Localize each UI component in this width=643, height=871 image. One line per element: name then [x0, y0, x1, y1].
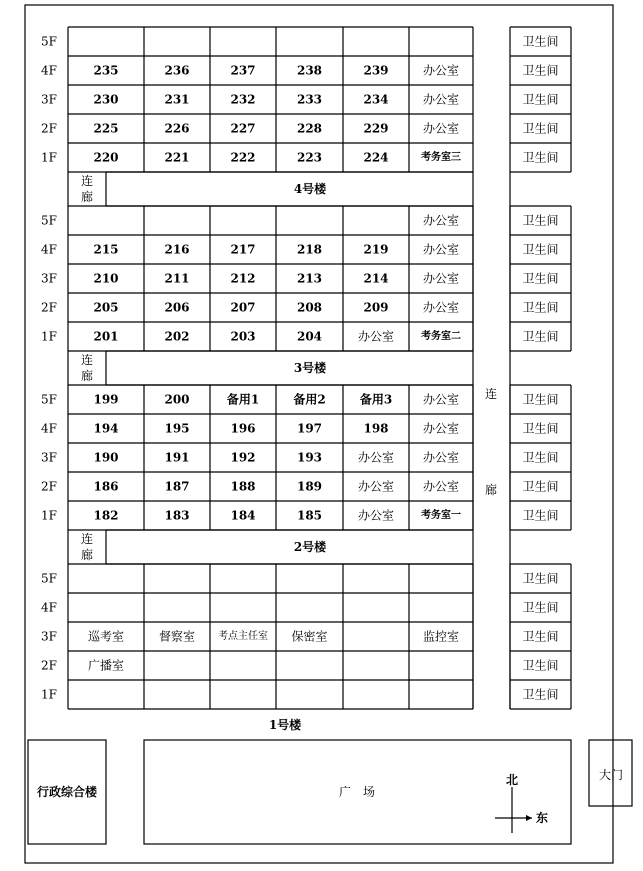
- floor-label: 1F: [41, 687, 57, 702]
- room-label: 备用2: [293, 392, 326, 407]
- classroom-number: 201: [93, 329, 119, 344]
- floor-label: 1F: [41, 508, 57, 523]
- floor-label: 1F: [41, 329, 57, 344]
- room-label: 办公室: [422, 479, 460, 494]
- floor-label: 3F: [41, 271, 57, 286]
- washroom-label: 卫生间: [522, 300, 559, 315]
- compass-east-arrowhead: [526, 815, 532, 821]
- room-label: 办公室: [422, 421, 460, 436]
- classroom-number: 183: [164, 508, 190, 523]
- classroom-number: 195: [164, 421, 190, 436]
- room-label: 考点主任室: [218, 631, 268, 642]
- washroom-label: 卫生间: [522, 508, 559, 523]
- washroom-label: 卫生间: [522, 150, 559, 165]
- classroom-number: 226: [164, 121, 190, 136]
- washroom-label: 卫生间: [522, 687, 559, 702]
- floor-label: 2F: [41, 300, 57, 315]
- room-label: 办公室: [357, 479, 395, 494]
- classroom-number: 227: [230, 121, 256, 136]
- classroom-number: 190: [93, 450, 119, 465]
- room-label: 巡考室: [87, 629, 125, 644]
- room-label: 考务室三: [421, 152, 461, 163]
- classroom-number: 189: [296, 479, 323, 494]
- room-label: 考务室二: [421, 331, 461, 342]
- room-label: 备用3: [359, 392, 393, 407]
- classroom-number: 193: [296, 450, 323, 465]
- room-label: 办公室: [422, 450, 460, 465]
- washroom-label: 卫生间: [522, 600, 559, 615]
- classroom-number: 187: [164, 479, 190, 494]
- classroom-number: 194: [93, 421, 119, 436]
- room-label: 办公室: [357, 508, 395, 523]
- classroom-number: 186: [93, 479, 119, 494]
- classroom-number: 215: [93, 242, 119, 257]
- washroom-label: 卫生间: [522, 213, 559, 228]
- room-label: 督察室: [158, 629, 196, 644]
- floor-label: 1F: [41, 150, 57, 165]
- washroom-label: 卫生间: [522, 571, 559, 586]
- classroom-number: 233: [296, 92, 323, 107]
- floor-label: 3F: [41, 92, 57, 107]
- room-label: 考务室一: [421, 510, 461, 521]
- corridor-label: 连: [80, 353, 94, 367]
- classroom-number: 229: [363, 121, 389, 136]
- washroom-label: 卫生间: [522, 629, 559, 644]
- classroom-number: 235: [93, 63, 119, 78]
- classroom-number: 239: [363, 63, 389, 78]
- building-name: 1号楼: [268, 718, 302, 732]
- classroom-number: 220: [93, 150, 119, 165]
- room-label: 办公室: [422, 392, 460, 407]
- building-name: 4号楼: [293, 182, 327, 196]
- room-label: 广播室: [87, 658, 125, 673]
- washroom-label: 卫生间: [522, 658, 559, 673]
- corridor-label: 廊: [80, 190, 94, 204]
- classroom-number: 196: [230, 421, 256, 436]
- floor-label: 4F: [41, 600, 57, 615]
- floor-label: 2F: [41, 479, 57, 494]
- classroom-number: 200: [164, 392, 190, 407]
- plan-labels: [37, 34, 623, 826]
- building-name: 3号楼: [293, 361, 327, 375]
- floor-label: 3F: [41, 450, 57, 465]
- classroom-number: 231: [164, 92, 190, 107]
- corridor-label: 连: [80, 174, 94, 188]
- classroom-number: 205: [93, 300, 119, 315]
- corridor-label: 廊: [80, 548, 94, 562]
- classroom-number: 237: [230, 63, 256, 78]
- classroom-number: 185: [296, 508, 323, 523]
- classroom-number: 217: [230, 242, 256, 257]
- classroom-number: 203: [230, 329, 256, 344]
- classroom-number: 214: [363, 271, 389, 286]
- plaza-label: 广 场: [338, 785, 376, 799]
- classroom-number: 211: [164, 271, 190, 286]
- room-label: 办公室: [357, 450, 395, 465]
- room-label: 办公室: [422, 121, 460, 136]
- classroom-number: 188: [230, 479, 256, 494]
- room-label: 办公室: [422, 213, 460, 228]
- corridor-label: 连: [80, 532, 94, 546]
- floor-label: 5F: [41, 571, 57, 586]
- classroom-number: 184: [230, 508, 256, 523]
- classroom-number: 198: [363, 421, 389, 436]
- classroom-number: 204: [296, 329, 323, 344]
- room-label: 备用1: [226, 392, 260, 407]
- washroom-label: 卫生间: [522, 92, 559, 107]
- classroom-number: 199: [93, 392, 119, 407]
- classroom-number: 209: [363, 300, 389, 315]
- floor-label: 5F: [41, 392, 57, 407]
- classroom-number: 238: [296, 63, 323, 78]
- classroom-number: 223: [296, 150, 323, 165]
- room-label: 办公室: [422, 300, 460, 315]
- washroom-label: 卫生间: [522, 421, 559, 436]
- gate-label: 大门: [598, 768, 624, 782]
- classroom-number: 228: [296, 121, 323, 136]
- classroom-number: 210: [93, 271, 119, 286]
- classroom-number: 212: [230, 271, 256, 286]
- classroom-number: 208: [296, 300, 323, 315]
- washroom-label: 卫生间: [522, 392, 559, 407]
- classroom-number: 207: [230, 300, 256, 315]
- classroom-number: 182: [93, 508, 119, 523]
- compass-east-label: 东: [535, 811, 549, 825]
- washroom-label: 卫生间: [522, 242, 559, 257]
- washroom-label: 卫生间: [522, 271, 559, 286]
- washroom-label: 卫生间: [522, 63, 559, 78]
- washroom-label: 卫生间: [522, 121, 559, 136]
- classroom-number: 221: [164, 150, 190, 165]
- building-name: 2号楼: [293, 540, 327, 554]
- room-label: 办公室: [422, 63, 460, 78]
- classroom-number: 216: [164, 242, 190, 257]
- classroom-number: 202: [164, 329, 190, 344]
- classroom-number: 230: [93, 92, 119, 107]
- classroom-number: 197: [296, 421, 323, 436]
- washroom-label: 卫生间: [522, 450, 559, 465]
- classroom-number: 236: [164, 63, 190, 78]
- classroom-number: 225: [93, 121, 119, 136]
- floor-label: 5F: [41, 213, 57, 228]
- long-corridor-label: 连: [484, 387, 498, 401]
- classroom-number: 234: [363, 92, 389, 107]
- classroom-number: 224: [363, 150, 389, 165]
- long-corridor-label: 廊: [484, 483, 498, 497]
- compass-north-label: 北: [505, 773, 519, 787]
- room-label: 办公室: [422, 92, 460, 107]
- room-label: 办公室: [422, 242, 460, 257]
- classroom-number: 206: [164, 300, 190, 315]
- classroom-number: 222: [230, 150, 256, 165]
- classroom-number: 213: [296, 271, 323, 286]
- classroom-number: 191: [164, 450, 190, 465]
- classroom-number: 219: [363, 242, 389, 257]
- floor-label: 4F: [41, 421, 57, 436]
- washroom-label: 卫生间: [522, 34, 559, 49]
- classroom-number: 232: [230, 92, 256, 107]
- room-label: 办公室: [422, 271, 460, 286]
- floor-label: 4F: [41, 242, 57, 257]
- room-label: 保密室: [291, 629, 328, 644]
- floor-label: 2F: [41, 658, 57, 673]
- classroom-number: 192: [230, 450, 256, 465]
- floor-label: 5F: [41, 34, 57, 49]
- floor-label: 4F: [41, 63, 57, 78]
- washroom-label: 卫生间: [522, 329, 559, 344]
- washroom-label: 卫生间: [522, 479, 559, 494]
- floor-label: 3F: [41, 629, 57, 644]
- classroom-number: 218: [296, 242, 323, 257]
- admin-building-label: 行政综合楼: [36, 785, 98, 799]
- room-label: 监控室: [422, 629, 460, 644]
- room-label: 办公室: [357, 329, 395, 344]
- floor-label: 2F: [41, 121, 57, 136]
- corridor-label: 廊: [80, 369, 94, 383]
